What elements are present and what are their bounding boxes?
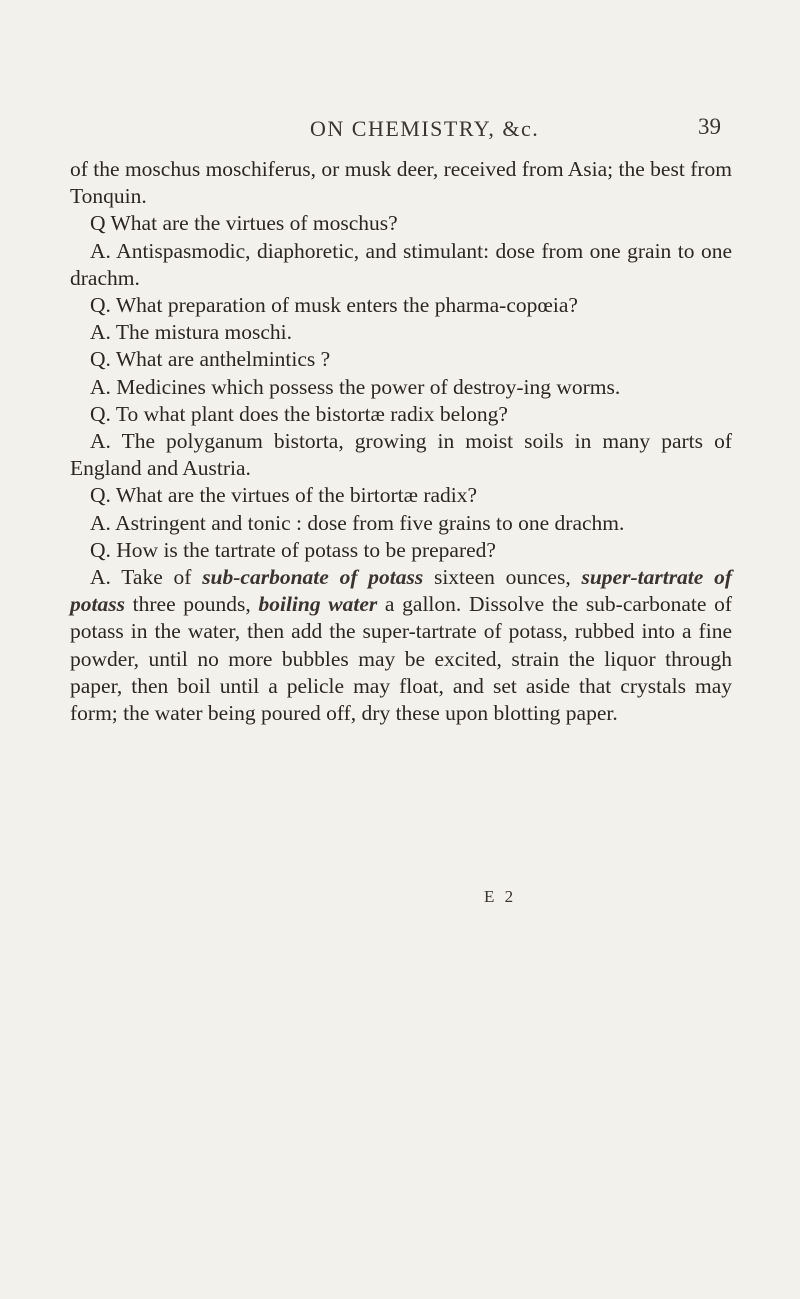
amount-2: three pounds, (124, 592, 259, 617)
page-number: 39 (698, 114, 721, 139)
running-head: ON CHEMISTRY, &c. (310, 116, 540, 141)
ingredient-super-tartrate: super-tartrate of potass (70, 565, 732, 617)
question: Q. What preparation of musk enters the pharma-copœia? (90, 293, 578, 318)
question: Q. To what plant does the bistortæ radix belong? (90, 401, 508, 426)
question: Q What are the virtues of moschus? (90, 211, 398, 236)
recipe-instructions: a gallon. Dissolve the sub-carbonate of potass in the water, then add the super-tartrate of potass, rubbed into a fine powder, until no more bubbles may be excited, strain the liquor through paper, then boil until a pelicle may float, and set aside that crystals may form; the water being poured off, dry these upon blotting paper. (70, 592, 732, 726)
paragraph: of the moschus moschiferus, or musk deer, received from Asia; the best from Tonquin. (70, 157, 732, 209)
answer: A. Medicines which possess the power of destroy-ing worms. (90, 374, 621, 399)
answer: A. Astringent and tonic : dose from five grains to one drachm. (90, 510, 625, 535)
question: Q. How is the tartrate of potass to be prepared? (90, 537, 496, 562)
answer: A. Antispasmodic, diaphoretic, and stimulant: dose from one grain to one drachm. (70, 238, 732, 290)
recipe-intro: A. Take of (90, 565, 192, 590)
answer: A. The polyganum bistorta, growing in moist soils in many parts of England and Austria. (70, 429, 732, 481)
body-text (70, 156, 732, 727)
question: Q. What are the virtues of the birtortæ radix? (90, 483, 478, 508)
ingredient-sub-carbonate: sub-carbonate of potass (202, 565, 424, 590)
ingredient-boiling-water: boiling water (258, 592, 378, 617)
recipe-answer (70, 564, 732, 727)
question: Q. What are anthelmintics ? (90, 347, 331, 372)
answer: A. The mistura moschi. (90, 320, 293, 345)
amount-1: sixteen ounces, (423, 565, 582, 590)
signature-mark: E 2 (484, 887, 517, 906)
